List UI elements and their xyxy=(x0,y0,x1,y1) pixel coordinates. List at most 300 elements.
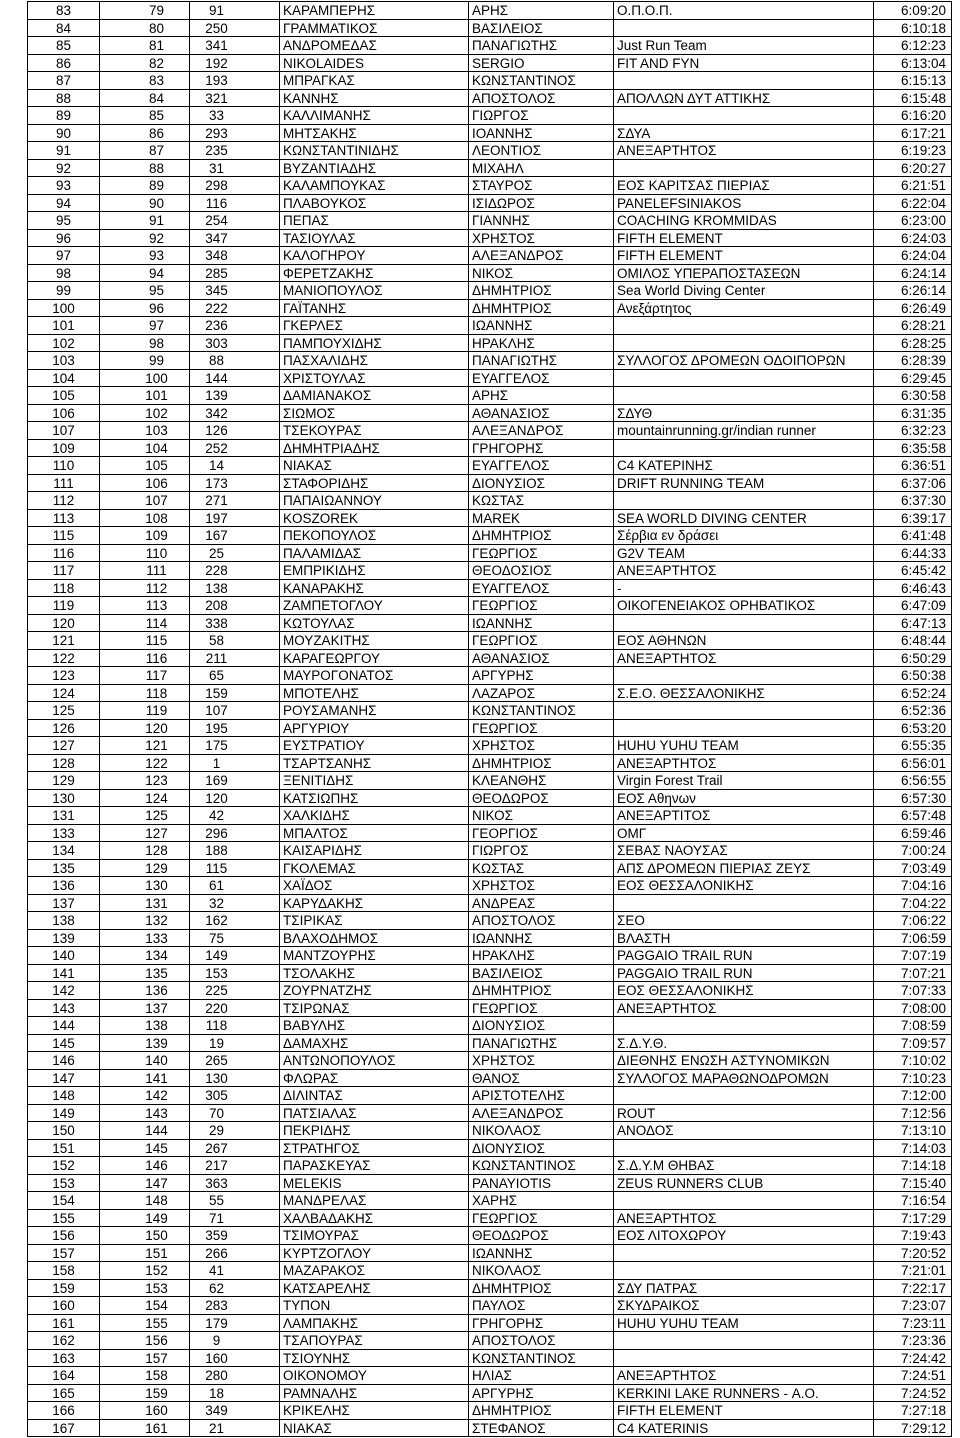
cell-overall-position: 158 xyxy=(28,1262,100,1279)
cell-category-position: 86 xyxy=(100,125,190,142)
cell-finish-time: 7:13:10 xyxy=(874,1122,952,1139)
cell-club xyxy=(614,72,874,89)
cell-surname: ΖΑΜΠΕΤΟΓΛΟΥ xyxy=(280,597,469,614)
cell-club: FIT AND FYN xyxy=(614,55,874,72)
cell-first-name: ΓΙΩΡΓΟΣ xyxy=(469,842,614,859)
cell-overall-position: 116 xyxy=(28,545,100,562)
cell-first-name: ΒΑΣΙΛΕΙΟΣ xyxy=(469,20,614,37)
cell-club: G2V TEAM xyxy=(614,545,874,562)
cell-bib-number: 167 xyxy=(190,527,280,544)
cell-bib-number: 18 xyxy=(190,1385,280,1402)
cell-finish-time: 7:10:23 xyxy=(874,1070,952,1087)
cell-first-name: ΗΡΑΚΛΗΣ xyxy=(469,335,614,352)
cell-bib-number: 220 xyxy=(190,1000,280,1017)
cell-surname: NIKOLAIDES xyxy=(280,55,469,72)
cell-category-position: 101 xyxy=(100,387,190,404)
cell-category-position: 105 xyxy=(100,457,190,474)
table-row xyxy=(28,1175,952,1193)
cell-finish-time: 6:56:01 xyxy=(874,755,952,772)
cell-club: ΑΝΕΞΑΡΤΗΤΟΣ xyxy=(614,1000,874,1017)
cell-finish-time: 7:12:00 xyxy=(874,1087,952,1104)
cell-surname: ΣΤΑΦΟΡΙΔΗΣ xyxy=(280,475,469,492)
cell-bib-number: 115 xyxy=(190,860,280,877)
cell-surname: ΧΑΛΚΙΔΗΣ xyxy=(280,807,469,824)
cell-finish-time: 6:24:03 xyxy=(874,230,952,247)
table-row xyxy=(28,1087,952,1105)
cell-bib-number: 195 xyxy=(190,720,280,737)
cell-bib-number: 341 xyxy=(190,37,280,54)
cell-first-name: ΘΑΝΟΣ xyxy=(469,1070,614,1087)
cell-bib-number: 188 xyxy=(190,842,280,859)
cell-overall-position: 95 xyxy=(28,212,100,229)
cell-finish-time: 6:41:48 xyxy=(874,527,952,544)
cell-category-position: 115 xyxy=(100,632,190,649)
cell-first-name: ΑΛΕΞΑΝΔΡΟΣ xyxy=(469,422,614,439)
cell-first-name: ΓΕΩΡΓΙΟΣ xyxy=(469,1210,614,1227)
cell-first-name: ΓΡΗΓΟΡΗΣ xyxy=(469,440,614,457)
cell-bib-number: 283 xyxy=(190,1297,280,1314)
cell-first-name: ΝΙΚΟΛΑΟΣ xyxy=(469,1122,614,1139)
cell-finish-time: 6:29:45 xyxy=(874,370,952,387)
cell-first-name: ΙΣΙΔΩΡΟΣ xyxy=(469,195,614,212)
cell-finish-time: 7:06:59 xyxy=(874,930,952,947)
cell-category-position: 103 xyxy=(100,422,190,439)
cell-club: ΣΔΥ ΠΑΤΡΑΣ xyxy=(614,1280,874,1297)
cell-surname: ΧΑΪΔΟΣ xyxy=(280,877,469,894)
cell-category-position: 113 xyxy=(100,597,190,614)
cell-first-name: ΙΟΑΝΝΗΣ xyxy=(469,125,614,142)
cell-bib-number: 120 xyxy=(190,790,280,807)
cell-overall-position: 94 xyxy=(28,195,100,212)
cell-overall-position: 126 xyxy=(28,720,100,737)
cell-overall-position: 167 xyxy=(28,1420,100,1437)
cell-overall-position: 84 xyxy=(28,20,100,37)
cell-club: Σ.Δ.Υ.Μ ΘΗΒΑΣ xyxy=(614,1157,874,1174)
cell-club: Ανεξάρτητος xyxy=(614,300,874,317)
cell-first-name: ΚΩΣΤΑΣ xyxy=(469,492,614,509)
cell-category-position: 104 xyxy=(100,440,190,457)
cell-overall-position: 142 xyxy=(28,982,100,999)
cell-bib-number: 222 xyxy=(190,300,280,317)
cell-bib-number: 126 xyxy=(190,422,280,439)
cell-surname: ΜΑΝΔΡΕΛΑΣ xyxy=(280,1192,469,1209)
cell-overall-position: 111 xyxy=(28,475,100,492)
cell-finish-time: 6:57:48 xyxy=(874,807,952,824)
cell-overall-position: 164 xyxy=(28,1367,100,1384)
cell-finish-time: 7:21:01 xyxy=(874,1262,952,1279)
cell-first-name: ΚΩΣΤΑΣ xyxy=(469,860,614,877)
cell-club: ΑΝΕΞΑΡΤΗΤΟΣ xyxy=(614,755,874,772)
cell-overall-position: 165 xyxy=(28,1385,100,1402)
cell-surname: ΠΑΤΣΙΑΛΑΣ xyxy=(280,1105,469,1122)
cell-bib-number: 138 xyxy=(190,580,280,597)
cell-club: ΑΝΕΞΑΡΤΗΤΟΣ xyxy=(614,650,874,667)
table-row xyxy=(28,650,952,668)
cell-bib-number: 321 xyxy=(190,90,280,107)
cell-surname: ΑΡΓΥΡΙΟΥ xyxy=(280,720,469,737)
cell-surname: ΡΑΜΝΑΛΗΣ xyxy=(280,1385,469,1402)
cell-club: KERKINI LAKE RUNNERS - Α.Ο. xyxy=(614,1385,874,1402)
cell-category-position: 142 xyxy=(100,1087,190,1104)
cell-category-position: 92 xyxy=(100,230,190,247)
cell-surname: ΔΙΛΙΝΤΑΣ xyxy=(280,1087,469,1104)
cell-category-position: 118 xyxy=(100,685,190,702)
cell-finish-time: 7:19:43 xyxy=(874,1227,952,1244)
cell-first-name: ΑΘΑΝΑΣΙΟΣ xyxy=(469,650,614,667)
cell-category-position: 132 xyxy=(100,912,190,929)
cell-surname: ΤΣΙΡΙΚΑΣ xyxy=(280,912,469,929)
cell-finish-time: 6:26:14 xyxy=(874,282,952,299)
cell-bib-number: 21 xyxy=(190,1420,280,1437)
cell-club xyxy=(614,20,874,37)
cell-finish-time: 6:15:48 xyxy=(874,90,952,107)
cell-club xyxy=(614,317,874,334)
cell-club: Σ.Ε.Ο. ΘΕΣΣΑΛΟΝΙΚΗΣ xyxy=(614,685,874,702)
cell-first-name: ΓΕΩΡΓΙΟΣ xyxy=(469,720,614,737)
cell-first-name: ΔΙΟΝΥΣΙΟΣ xyxy=(469,1140,614,1157)
table-row xyxy=(28,1000,952,1018)
cell-finish-time: 7:14:03 xyxy=(874,1140,952,1157)
cell-finish-time: 6:52:36 xyxy=(874,702,952,719)
cell-overall-position: 124 xyxy=(28,685,100,702)
table-row xyxy=(28,475,952,493)
table-row xyxy=(28,160,952,178)
cell-bib-number: 91 xyxy=(190,2,280,19)
cell-overall-position: 137 xyxy=(28,895,100,912)
cell-club: FIFTH ELEMENT xyxy=(614,247,874,264)
cell-overall-position: 139 xyxy=(28,930,100,947)
cell-overall-position: 105 xyxy=(28,387,100,404)
cell-bib-number: 211 xyxy=(190,650,280,667)
table-row xyxy=(28,300,952,318)
cell-finish-time: 6:55:35 xyxy=(874,737,952,754)
cell-surname: ΤΣΙΟΥΝΗΣ xyxy=(280,1350,469,1367)
cell-finish-time: 6:35:58 xyxy=(874,440,952,457)
cell-club: HUHU YUHU TEAM xyxy=(614,737,874,754)
cell-club: ΕΟΣ ΘΕΣΣΑΛΟΝΙΚΗΣ xyxy=(614,982,874,999)
cell-surname: ΤΥΠΟΝ xyxy=(280,1297,469,1314)
cell-first-name: ΙΩΑΝΝΗΣ xyxy=(469,1245,614,1262)
cell-surname: ΚΑΝΑΡΑΚΗΣ xyxy=(280,580,469,597)
table-row xyxy=(28,37,952,55)
cell-first-name: ΔΙΟΝΥΣΙΟΣ xyxy=(469,475,614,492)
cell-club xyxy=(614,1332,874,1349)
table-row xyxy=(28,895,952,913)
cell-surname: ΜΠΡΑΓΚΑΣ xyxy=(280,72,469,89)
cell-overall-position: 119 xyxy=(28,597,100,614)
cell-club: FIFTH ELEMENT xyxy=(614,230,874,247)
cell-first-name: ΝΙΚΟΣ xyxy=(469,807,614,824)
cell-bib-number: 75 xyxy=(190,930,280,947)
cell-bib-number: 149 xyxy=(190,947,280,964)
cell-club: ΣΔΥΘ xyxy=(614,405,874,422)
cell-finish-time: 6:28:39 xyxy=(874,352,952,369)
cell-finish-time: 6:20:27 xyxy=(874,160,952,177)
cell-finish-time: 6:37:30 xyxy=(874,492,952,509)
cell-category-position: 160 xyxy=(100,1402,190,1419)
cell-category-position: 83 xyxy=(100,72,190,89)
cell-category-position: 137 xyxy=(100,1000,190,1017)
table-row xyxy=(28,1297,952,1315)
cell-category-position: 159 xyxy=(100,1385,190,1402)
cell-finish-time: 6:44:33 xyxy=(874,545,952,562)
cell-first-name: ΚΩΝΣΤΑΝΤΙΝΟΣ xyxy=(469,1350,614,1367)
cell-surname: ΑΝΤΩΝΟΠΟΥΛΟΣ xyxy=(280,1052,469,1069)
cell-overall-position: 103 xyxy=(28,352,100,369)
cell-surname: ΜΑΖΑΡΑΚΟΣ xyxy=(280,1262,469,1279)
cell-surname: ΜΠΑΛΤΟΣ xyxy=(280,825,469,842)
table-row xyxy=(28,825,952,843)
cell-first-name: ΓΕΩΡΓΙΟΣ xyxy=(469,632,614,649)
cell-club: Σ.Δ.Υ.Θ. xyxy=(614,1035,874,1052)
cell-overall-position: 91 xyxy=(28,142,100,159)
cell-category-position: 81 xyxy=(100,37,190,54)
cell-surname: ΚΑΛΟΓΗΡΟΥ xyxy=(280,247,469,264)
cell-bib-number: 41 xyxy=(190,1262,280,1279)
cell-club: ΕΟΣ ΑΘΗΝΩΝ xyxy=(614,632,874,649)
cell-finish-time: 6:12:23 xyxy=(874,37,952,54)
cell-club: Ο.Π.Ο.Π. xyxy=(614,2,874,19)
cell-bib-number: 293 xyxy=(190,125,280,142)
cell-club: ΟΜΙΛΟΣ ΥΠΕΡΑΠΟΣΤΑΣΕΩΝ xyxy=(614,265,874,282)
cell-category-position: 139 xyxy=(100,1035,190,1052)
cell-bib-number: 70 xyxy=(190,1105,280,1122)
cell-surname: ΚΩΝΣΤΑΝΤΙΝΙΔΗΣ xyxy=(280,142,469,159)
cell-first-name: ΓΕΟΡΓΙΟΣ xyxy=(469,825,614,842)
cell-club: FIFTH ELEMENT xyxy=(614,1402,874,1419)
cell-club xyxy=(614,387,874,404)
cell-club: Virgin Forest Trail xyxy=(614,772,874,789)
cell-bib-number: 193 xyxy=(190,72,280,89)
cell-category-position: 90 xyxy=(100,195,190,212)
cell-overall-position: 141 xyxy=(28,965,100,982)
cell-bib-number: 139 xyxy=(190,387,280,404)
cell-overall-position: 117 xyxy=(28,562,100,579)
cell-finish-time: 7:24:52 xyxy=(874,1385,952,1402)
cell-finish-time: 6:32:23 xyxy=(874,422,952,439)
cell-overall-position: 151 xyxy=(28,1140,100,1157)
cell-bib-number: 42 xyxy=(190,807,280,824)
cell-category-position: 135 xyxy=(100,965,190,982)
cell-club: Just Run Team xyxy=(614,37,874,54)
cell-finish-time: 6:21:51 xyxy=(874,177,952,194)
table-row xyxy=(28,195,952,213)
cell-surname: ΚΑΙΣΑΡΙΔΗΣ xyxy=(280,842,469,859)
cell-category-position: 129 xyxy=(100,860,190,877)
cell-club xyxy=(614,720,874,737)
cell-overall-position: 150 xyxy=(28,1122,100,1139)
cell-club xyxy=(614,895,874,912)
cell-bib-number: 349 xyxy=(190,1402,280,1419)
cell-overall-position: 156 xyxy=(28,1227,100,1244)
cell-first-name: ΑΡΓΥΡΗΣ xyxy=(469,667,614,684)
cell-club xyxy=(614,615,874,632)
cell-bib-number: 153 xyxy=(190,965,280,982)
cell-category-position: 79 xyxy=(100,2,190,19)
cell-bib-number: 1 xyxy=(190,755,280,772)
cell-category-position: 145 xyxy=(100,1140,190,1157)
cell-finish-time: 6:59:46 xyxy=(874,825,952,842)
cell-overall-position: 130 xyxy=(28,790,100,807)
cell-overall-position: 109 xyxy=(28,440,100,457)
cell-bib-number: 267 xyxy=(190,1140,280,1157)
cell-category-position: 148 xyxy=(100,1192,190,1209)
cell-club xyxy=(614,370,874,387)
cell-first-name: ΔΙΟΝΥΣΙΟΣ xyxy=(469,1017,614,1034)
table-row xyxy=(28,247,952,265)
cell-bib-number: 348 xyxy=(190,247,280,264)
table-row xyxy=(28,1315,952,1333)
cell-category-position: 97 xyxy=(100,317,190,334)
cell-overall-position: 97 xyxy=(28,247,100,264)
cell-overall-position: 154 xyxy=(28,1192,100,1209)
cell-first-name: PANAYIOTIS xyxy=(469,1175,614,1192)
cell-surname: ΡΟΥΣΑΜΑΝΗΣ xyxy=(280,702,469,719)
table-row xyxy=(28,737,952,755)
cell-bib-number: 175 xyxy=(190,737,280,754)
cell-finish-time: 7:07:33 xyxy=(874,982,952,999)
cell-surname: ΚΑΡΑΜΠΕΡΗΣ xyxy=(280,2,469,19)
cell-surname: ΠΕΚΡΙΔΗΣ xyxy=(280,1122,469,1139)
cell-category-position: 94 xyxy=(100,265,190,282)
cell-category-position: 133 xyxy=(100,930,190,947)
cell-finish-time: 6:19:23 xyxy=(874,142,952,159)
cell-club: ΣΥΛΛΟΓΟΣ ΔΡΟΜΕΩΝ ΟΔΟΙΠΟΡΩΝ xyxy=(614,352,874,369)
cell-surname: ΠΑΛΑΜΙΔΑΣ xyxy=(280,545,469,562)
cell-first-name: SERGIO xyxy=(469,55,614,72)
cell-overall-position: 106 xyxy=(28,405,100,422)
cell-first-name: ΗΛΙΑΣ xyxy=(469,1367,614,1384)
cell-overall-position: 160 xyxy=(28,1297,100,1314)
cell-bib-number: 58 xyxy=(190,632,280,649)
cell-surname: ΠΑΜΠΟΥΧΙΔΗΣ xyxy=(280,335,469,352)
cell-bib-number: 116 xyxy=(190,195,280,212)
cell-club: ΑΝΕΞΑΡΤΙΤΟΣ xyxy=(614,807,874,824)
table-row xyxy=(28,982,952,1000)
cell-bib-number: 55 xyxy=(190,1192,280,1209)
cell-finish-time: 6:53:20 xyxy=(874,720,952,737)
cell-first-name: ΝΙΚΟΛΑΟΣ xyxy=(469,1262,614,1279)
cell-overall-position: 143 xyxy=(28,1000,100,1017)
cell-overall-position: 146 xyxy=(28,1052,100,1069)
cell-first-name: ΘΕΟΔΟΣΙΟΣ xyxy=(469,562,614,579)
cell-surname: ΝΙΑΚΑΣ xyxy=(280,1420,469,1437)
cell-overall-position: 140 xyxy=(28,947,100,964)
table-row xyxy=(28,142,952,160)
cell-finish-time: 6:28:25 xyxy=(874,335,952,352)
cell-category-position: 82 xyxy=(100,55,190,72)
cell-surname: ΤΣΙΜΟΥΡΑΣ xyxy=(280,1227,469,1244)
table-row xyxy=(28,335,952,353)
table-row xyxy=(28,457,952,475)
cell-finish-time: 7:15:40 xyxy=(874,1175,952,1192)
cell-club: ΣΕΒΑΣ ΝΑΟΥΣΑΣ xyxy=(614,842,874,859)
table-row xyxy=(28,615,952,633)
table-row xyxy=(28,387,952,405)
table-row xyxy=(28,667,952,685)
cell-overall-position: 83 xyxy=(28,2,100,19)
cell-category-position: 138 xyxy=(100,1017,190,1034)
cell-club: HUHU YUHU TEAM xyxy=(614,1315,874,1332)
cell-bib-number: 303 xyxy=(190,335,280,352)
cell-surname: ΞΕΝΙΤΙΔΗΣ xyxy=(280,772,469,789)
cell-club: ZEUS RUNNERS CLUB xyxy=(614,1175,874,1192)
cell-surname: ΑΝΔΡΟΜΕΔΑΣ xyxy=(280,37,469,54)
cell-overall-position: 101 xyxy=(28,317,100,334)
cell-bib-number: 363 xyxy=(190,1175,280,1192)
cell-overall-position: 153 xyxy=(28,1175,100,1192)
cell-finish-time: 6:24:14 xyxy=(874,265,952,282)
cell-bib-number: 144 xyxy=(190,370,280,387)
cell-first-name: ΠΑΥΛΟΣ xyxy=(469,1297,614,1314)
cell-club: - xyxy=(614,580,874,597)
cell-finish-time: 6:30:58 xyxy=(874,387,952,404)
cell-surname: ΚΑΝΝΗΣ xyxy=(280,90,469,107)
cell-category-position: 153 xyxy=(100,1280,190,1297)
cell-surname: ΧΑΛΒΑΔΑΚΗΣ xyxy=(280,1210,469,1227)
cell-bib-number: 225 xyxy=(190,982,280,999)
cell-category-position: 91 xyxy=(100,212,190,229)
cell-bib-number: 347 xyxy=(190,230,280,247)
cell-club: ΑΝΕΞΑΡΤΗΤΟΣ xyxy=(614,142,874,159)
table-row xyxy=(28,912,952,930)
cell-club: ΣΕΟ xyxy=(614,912,874,929)
cell-bib-number: 266 xyxy=(190,1245,280,1262)
cell-category-position: 154 xyxy=(100,1297,190,1314)
table-row xyxy=(28,90,952,108)
cell-finish-time: 7:04:16 xyxy=(874,877,952,894)
cell-first-name: ΔΗΜΗΤΡΙΟΣ xyxy=(469,982,614,999)
cell-club: ΣΚΥΔΡΑΙΚΟΣ xyxy=(614,1297,874,1314)
cell-finish-time: 7:08:00 xyxy=(874,1000,952,1017)
table-row xyxy=(28,545,952,563)
table-row xyxy=(28,527,952,545)
cell-club: ΣΔΥΑ xyxy=(614,125,874,142)
cell-surname: ΛΑΜΠΑΚΗΣ xyxy=(280,1315,469,1332)
table-row xyxy=(28,212,952,230)
cell-first-name: ΘΕΟΔΩΡΟΣ xyxy=(469,790,614,807)
cell-first-name: ΓΕΩΡΓΙΟΣ xyxy=(469,597,614,614)
table-row xyxy=(28,702,952,720)
cell-overall-position: 92 xyxy=(28,160,100,177)
cell-finish-time: 6:09:20 xyxy=(874,2,952,19)
cell-surname: ΤΣΟΛΑΚΗΣ xyxy=(280,965,469,982)
cell-category-position: 156 xyxy=(100,1332,190,1349)
cell-club xyxy=(614,1192,874,1209)
cell-category-position: 157 xyxy=(100,1350,190,1367)
cell-surname: ΒΑΒΥΛΗΣ xyxy=(280,1017,469,1034)
cell-club xyxy=(614,1262,874,1279)
cell-overall-position: 96 xyxy=(28,230,100,247)
cell-first-name: ΠΑΝΑΓΙΩΤΗΣ xyxy=(469,352,614,369)
cell-category-position: 128 xyxy=(100,842,190,859)
table-row xyxy=(28,317,952,335)
cell-bib-number: 162 xyxy=(190,912,280,929)
cell-first-name: ΣΤΑΥΡΟΣ xyxy=(469,177,614,194)
cell-club: ΑΝΕΞΑΡΤΗΤΟΣ xyxy=(614,1210,874,1227)
cell-overall-position: 86 xyxy=(28,55,100,72)
cell-surname: ΜΗΤΣΑΚΗΣ xyxy=(280,125,469,142)
cell-overall-position: 147 xyxy=(28,1070,100,1087)
cell-overall-position: 104 xyxy=(28,370,100,387)
cell-overall-position: 162 xyxy=(28,1332,100,1349)
table-row xyxy=(28,492,952,510)
cell-finish-time: 7:29:12 xyxy=(874,1420,952,1437)
cell-bib-number: 197 xyxy=(190,510,280,527)
cell-overall-position: 149 xyxy=(28,1105,100,1122)
table-row xyxy=(28,842,952,860)
cell-surname: ΦΛΩΡΑΣ xyxy=(280,1070,469,1087)
